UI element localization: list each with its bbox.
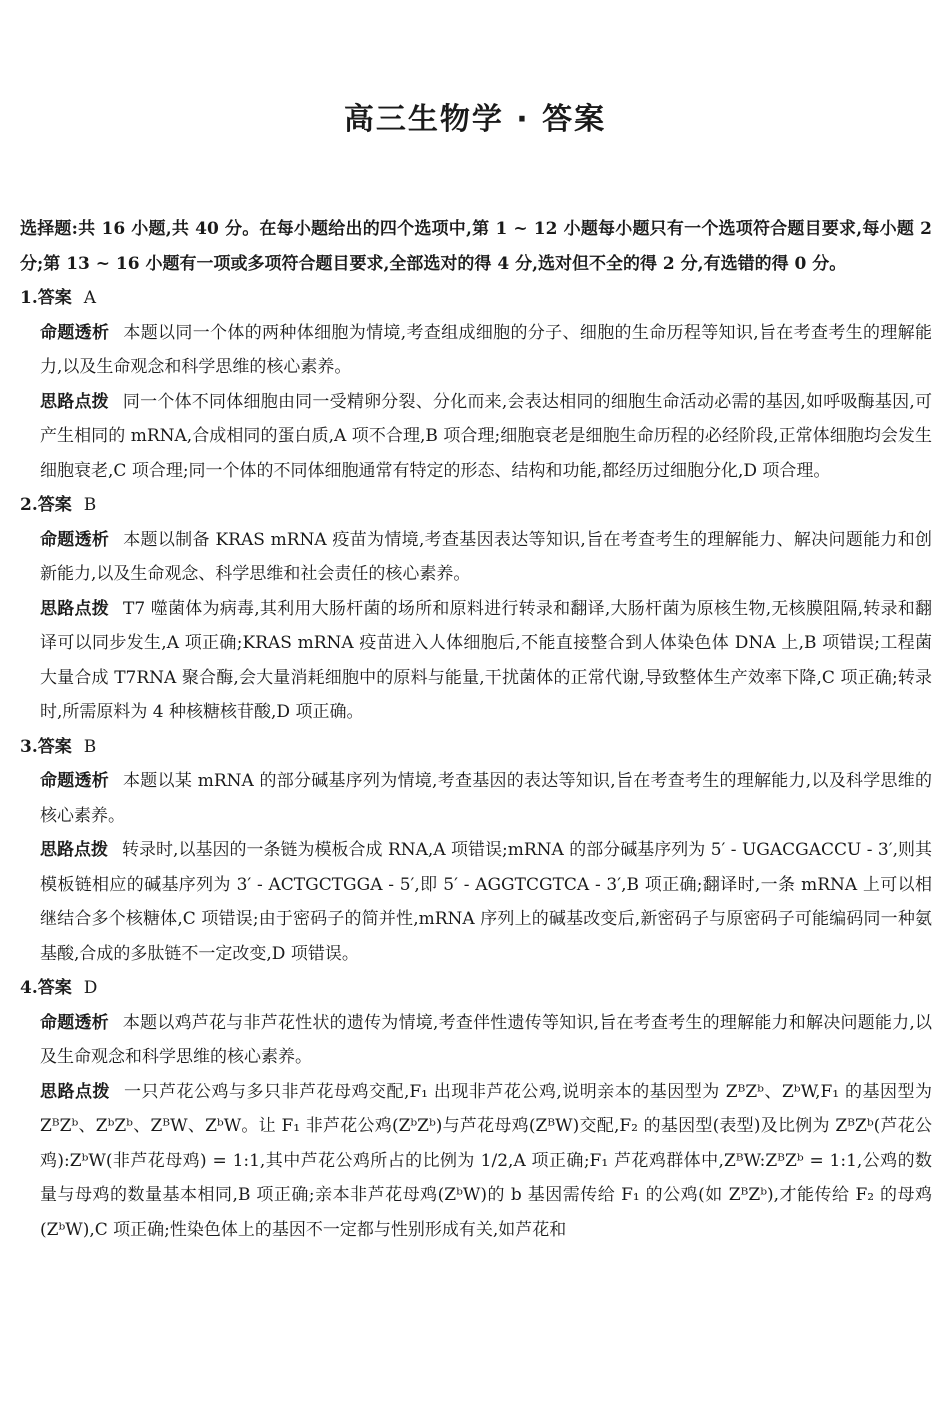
hint-paragraph xyxy=(20,385,932,489)
answer-label: 答案 xyxy=(37,736,72,757)
answer-value: D xyxy=(83,978,98,998)
hint-paragraph xyxy=(20,833,932,971)
page-title: 高三生物学 · 答案 xyxy=(343,102,607,137)
hint-paragraph xyxy=(20,592,932,730)
question-number: 3. xyxy=(20,736,38,757)
answer-line xyxy=(20,730,932,765)
question-number: 4. xyxy=(20,978,38,998)
answer-label: 答案 xyxy=(37,495,72,515)
question-1 xyxy=(20,281,932,488)
hint-label: 思路点拨 xyxy=(40,1081,110,1102)
hint-text: 一只芦花公鸡与多只非芦花母鸡交配,F₁ 出现非芦花公鸡,说明亲本的基因型为 ZᴮZᵇ、ZᵇW,F₁ 的基因型为 ZᴮZᵇ、ZᵇZᵇ、ZᴮW、ZᵇW。让 F₁ 非芦花公鸡(ZᵇZᵇ)与芦花母鸡(ZᴮW)交配,F₂ 的基因型(表型)及比例为 ZᴮZᵇ(芦花公鸡):ZᵇW(非芦花母鸡) = 1:1,其中芦花公鸡所占的比例为 1/2,A 项正确;F₁ 芦花鸡群体中,ZᴮW:ZᴮZᵇ = 1:1,公鸡的数量与母鸡的数量基本相同,B 项正确;亲本非芦花母鸡(ZᵇW)的 b 基因需传给 F₁ 的公鸡(如 ZᴮZᵇ),才能传给 F₂ 的母鸡(ZᵇW),C 项正确;性染色体上的基因不一定都与性别形成有关,如芦花和 xyxy=(40,1081,933,1240)
question-number: 2. xyxy=(20,495,38,515)
hint-text: 转录时,以基因的一条链为模板合成 RNA,A 项错误;mRNA 的部分碱基序列为 5′ - UGACGACCU - 3′,则其模板链相应的碱基序列为 3′ - ACTGCTGGA - 5′,即 5′ - AGGTCGTCA - 3′,B 项正确;翻译时,一条 mRNA 上可以相继结合多个核糖体,C 项错误;由于密码子的简并性,mRNA 序列上的碱基改变后,新密码子与原密码子可能编码同一种氨基酸,合成的多肽链不一定改变,D 项错误。 xyxy=(40,840,932,964)
answer-value: B xyxy=(83,736,97,757)
intent-text: 本题以鸡芦花与非芦花性状的遗传为情境,考查伴性遗传等知识,旨在考查考生的理解能力和解决问题能力,以及生命观念和科学思维的核心素养。 xyxy=(40,1012,932,1067)
hint-label: 思路点拨 xyxy=(40,840,109,860)
answer-line xyxy=(20,488,932,523)
intent-text: 本题以同一个体的两种体细胞为情境,考查组成细胞的分子、细胞的生命历程等知识,旨在考查考生的理解能力,以及生命观念和科学思维的核心素养。 xyxy=(40,322,933,377)
answer-label: 答案 xyxy=(37,978,72,998)
question-number: 1. xyxy=(20,288,38,308)
question-4 xyxy=(20,971,932,1247)
answer-value: B xyxy=(83,495,97,515)
intent-paragraph xyxy=(20,764,932,833)
hint-label: 思路点拨 xyxy=(40,391,109,412)
intent-label: 命题透析 xyxy=(40,529,110,550)
intent-text: 本题以某 mRNA 的部分碱基序列为情境,考查基因的表达等知识,旨在考查考生的理解能力,以及科学思维的核心素养。 xyxy=(40,771,933,826)
hint-label: 思路点拨 xyxy=(40,598,109,619)
section-instructions: 选择题:共 16 小题,共 40 分。在每小题给出的四个选项中,第 1 ~ 12 小题每小题只有一个选项符合题目要求,每小题 2 分;第 13 ~ 16 小题有一项或多项符合题目要求,全部选对的得 4 分,选对但不全的得 2 分,有选错的得 0 分。 xyxy=(20,219,932,274)
answer-label: 答案 xyxy=(37,288,72,308)
intent-paragraph xyxy=(20,1006,932,1075)
intent-label: 命题透析 xyxy=(40,322,110,343)
hint-paragraph xyxy=(20,1075,932,1248)
intent-paragraph xyxy=(20,523,932,592)
intent-paragraph xyxy=(20,316,932,385)
answer-value: A xyxy=(83,288,97,308)
intent-label: 命题透析 xyxy=(40,1012,109,1033)
answer-body xyxy=(20,212,932,1247)
hint-text: T7 噬菌体为病毒,其利用大肠杆菌的场所和原料进行转录和翻译,大肠杆菌为原核生物,无核膜阻隔,转录和翻译可以同步发生,A 项正确;KRAS mRNA 疫苗进入人体细胞后,不能直接整合到人体染色体 DNA 上,B 项错误;工程菌大量合成 T7RNA 聚合酶,会大量消耗细胞中的原料与能量,干扰菌体的正常代谢,导致整体生产效率下降,C 项正确;转录时,所需原料为 4 种核糖核苷酸,D 项正确。 xyxy=(40,598,933,722)
intent-label: 命题透析 xyxy=(40,771,110,791)
hint-text: 同一个体不同体细胞由同一受精卵分裂、分化而来,会表达相同的细胞生命活动必需的基因,如呼吸酶基因,可产生相同的 mRNA,合成相同的蛋白质,A 项不合理,B 项合理;细胞衰老是细胞生命历程的必经阶段,正常体细胞均会发生细胞衰老,C 项合理;同一个体的不同体细胞通常有特定的形态、结构和功能,都经历过细胞分化,D 项合理。 xyxy=(40,391,932,481)
intent-text: 本题以制备 KRAS mRNA 疫苗为情境,考查基因表达等知识,旨在考查考生的理解能力、解决问题能力和创新能力,以及生命观念、科学思维和社会责任的核心素养。 xyxy=(40,529,932,584)
question-3 xyxy=(20,730,932,972)
question-2 xyxy=(20,488,932,730)
answer-line xyxy=(20,971,932,1006)
answer-line xyxy=(20,281,932,316)
